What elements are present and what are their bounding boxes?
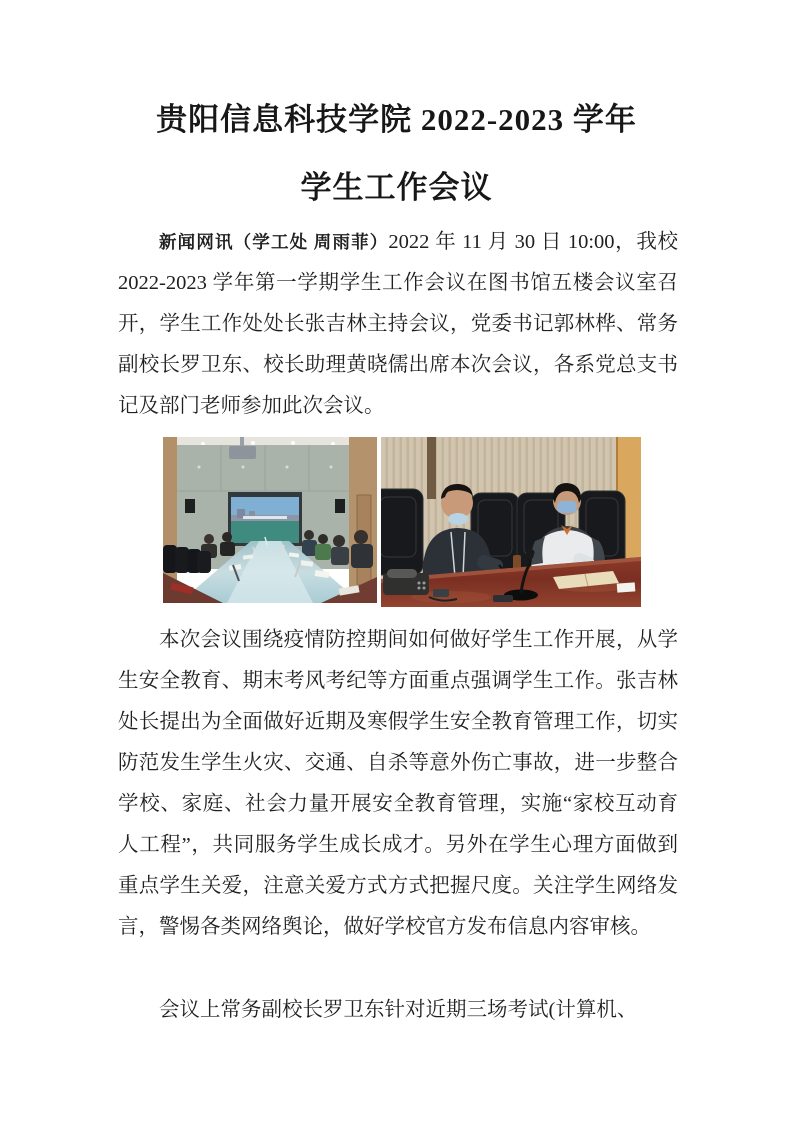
news-source-lead: 新闻网讯（学工处 周雨菲） <box>159 232 389 252</box>
photo-row <box>163 437 641 607</box>
attendees-at-table-photo <box>381 437 641 607</box>
meeting-room-wide-photo <box>163 437 377 603</box>
page-title <box>0 86 793 222</box>
page-title-line2: 学生工作会议 <box>300 170 493 205</box>
paragraph-intro-text: 2022 年 11 月 30 日 10:00，我校 2022-2023 学年第一学期学生工作会议在图书馆五楼会议室召开，学生工作处处长张吉林主持会议，党委书记郭林桦、常务副校长罗卫东、校长助理黄晓儒出席本次会议，各系党总支书记及部门老师参加此次会议。 <box>118 231 678 417</box>
page-title-line1: 贵阳信息科技学院 2022-2023 学年 <box>156 102 637 137</box>
paragraph-closing: 会议上常务副校长罗卫东针对近期三场考试(计算机、 <box>159 999 638 1021</box>
paragraph-main: 本次会议围绕疫情防控期间如何做好学生工作开展，从学生安全教育、期末考风考纪等方面重点强调学生工作。张吉林处长提出为全面做好近期及寒假学生安全教育管理工作，切实防范发生学生火灾、交通、自杀等意外伤亡事故，进一步整合学校、家庭、社会力量开展安全教育管理，实施“家校互动育人工程”，共同服务学生成长成才。另外在学生心理方面做到重点学生关爱，注意关爱方式方式把握尺度。关注学生网络发言，警惕各类网络舆论，做好学校官方发布信息内容审核。 <box>118 629 678 938</box>
paragraph-intro <box>118 222 678 427</box>
